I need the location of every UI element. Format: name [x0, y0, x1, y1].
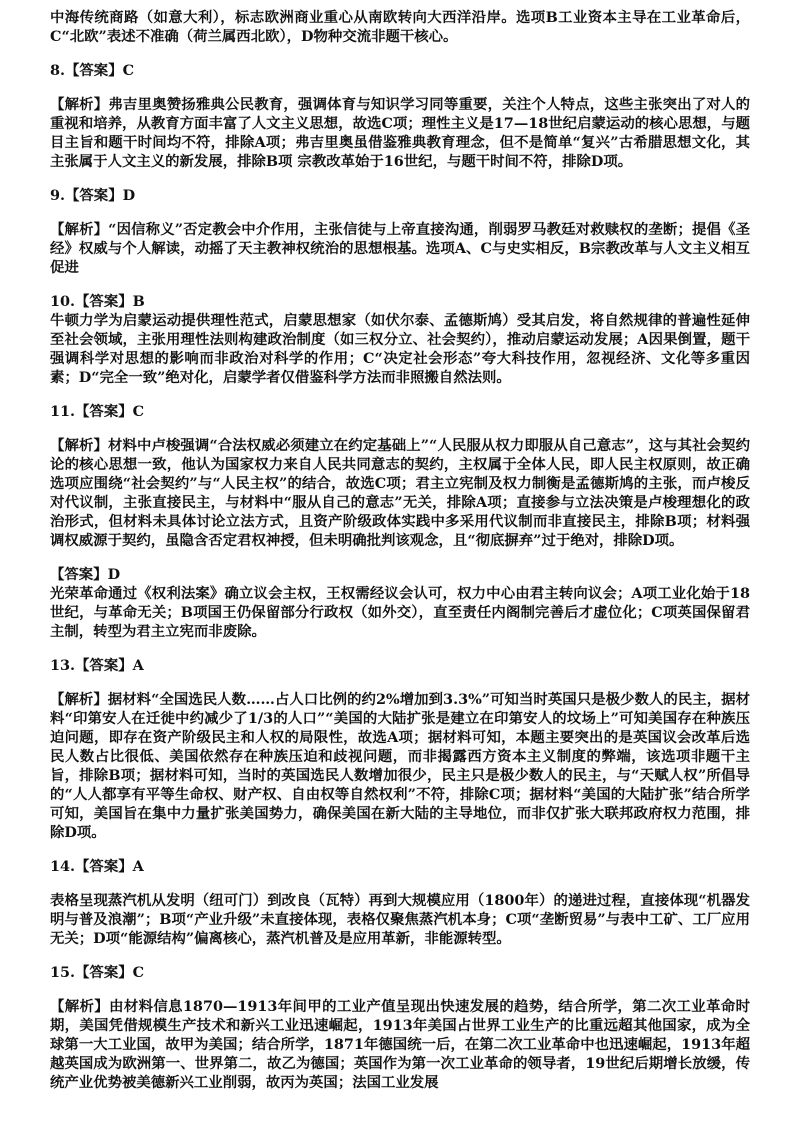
explanation-9: 【解析】“因信称义”否定教会中介作用，主张信徒与上帝直接沟通，削弱罗马教廷对救赎权的垄断；提倡《圣经》权威与个人解读，动摇了天主教神权统治的思想根基。选项A、C与史实相反，B宗教改革与人文主义相互促进	[50, 221, 750, 276]
intro-text: 中海传统商路（如意大利），标志欧洲商业重心从南欧转向大西洋沿岸。选项B工业资本主导在工业革命后，C“北欧”表述不准确（荷兰属西北欧），D物种交流非题干核心。	[50, 9, 750, 45]
answer-11-heading: 11.【答案】C	[50, 403, 145, 420]
answer-14-heading: 14.【答案】A	[50, 858, 144, 875]
explanation-8: 【解析】弗吉里奥赞扬雅典公民教育，强调体育与知识学习同等重要，关注个人特点，这些主张突出了对人的重视和培养，从教育方面丰富了人文主义思想，故选C项；理性主义是17—18世纪启蒙运动的核心思想，与题目主旨和题干时间均不符，排除A项；弗吉里奥虽借鉴雅典教育理念，但不是简单“复兴”古希腊思想文化，其主张属于人文主义的新发展，排除B项 宗教改革始于16世纪，与题干时间不符，排除D项。	[50, 96, 750, 170]
explanation-13: 【解析】据材料“全国选民人数……占人口比例的约2%增加到3.3%”可知当时英国只是极少数人的民主，据材料“印第安人在迁徙中约减少了1/3的人口”“美国的大陆扩张是建立在印第安人的坟场上”可知美国存在种族压迫问题，即存在资产阶级民主和人权的局限性，故选A项；据材料可知，本题主要突出的是英国议会改革后选民人数占比很低、美国依然存在种族压迫和歧视问题，而非揭露西方资本主义制度的弊端，该选项非题干主旨，排除B项；据材料可知，当时的英国选民人数增加很少，民主只是极少数人的民主，与“天赋人权”所倡导的“人人都享有平等生命权、财产权、自由权等自然权利”不符，排除C项；据材料“美国的大陆扩张”结合所学可知，美国旨在集中力量扩张美国势力，确保美国在新大陆的主导地位，而非仅扩张大联邦政府权力范围，排除D项。	[50, 691, 750, 841]
answer-15-heading: 15.【答案】C	[50, 964, 145, 981]
intro-paragraph	[50, 8, 750, 46]
explanation-15: 【解析】由材料信息1870—1913年间甲的工业产值呈现出快速发展的趋势，结合所学，第二次工业革命时期，美国凭借规模生产技术和新兴工业迅速崛起，1913年美国占世界工业生产的比重远超其他国家，成为全球第一大工业国，故甲为美国；结合所学，1871年德国统一后，在第二次工业革命中也迅速崛起，1913年超越英国成为欧洲第一、世界第二，故乙为德国；英国作为第一次工业革命的领导者，19世纪后期增长放缓，传统产业优势被美德新兴工业削弱，故丙为英国；法国工业发展	[50, 998, 750, 1091]
answer-12-heading: 【答案】D	[50, 566, 121, 583]
explanation-12: 光荣革命通过《权利法案》确立议会主权，王权需经议会认可，权力中心由君主转向议会；A项工业化始于18世纪，与革命无关；B项国王仍保留部分行政权（如外交），直至责任内阁制完善后才虚位化；C项英国保留君主制，转型为君主立宪而非废除。	[50, 585, 750, 640]
answer-13-heading: 13.【答案】A	[50, 657, 144, 674]
answer-8-heading: 8.【答案】C	[50, 62, 135, 79]
explanation-10: 牛顿力学为启蒙运动提供理性范式，启蒙思想家（如伏尔泰、孟德斯鸠）受其启发，将自然规律的普遍性延伸至社会领域，主张用理性法则构建政治制度（如三权分立、社会契约），推动启蒙运动发展；A因果倒置，题干强调科学对思想的影响而非政治对科学的作用；C“决定社会形态”夸大科技作用，忽视经济、文化等多重因素；D“完全一致”绝对化，启蒙学者仅借鉴科学方法而非照搬自然法则。	[50, 312, 750, 386]
document-page	[50, 8, 750, 1107]
answer-9-heading: 9.【答案】D	[50, 187, 136, 204]
explanation-11: 【解析】材料中卢梭强调“合法权威必须建立在约定基础上”“人民服从权力即服从自己意志”，这与其社会契约论的核心思想一致，他认为国家权力来自人民共同意志的契约，主权属于全体人民，即人民主权原则，故正确选项应围绕“社会契约”与“人民主权”的结合，故选C项；君主立宪制及权力制衡是孟德斯鸠的主张，而卢梭反对代议制，主张直接民主，与材料中“服从自己的意志”无关，排除A项；直接参与立法决策是卢梭理想化的政治形式，但材料未具体讨论立法方式，且资产阶级政体实践中多采用代议制而非直接民主，排除B项；材料强调权威源于契约，虽隐含否定君权神授，但未明确批判该观念，且“彻底摒弃”过于绝对，排除D项。	[50, 437, 750, 549]
answer-10-heading: 10.【答案】B	[50, 293, 145, 310]
explanation-14: 表格呈现蒸汽机从发明（纽可门）到改良（瓦特）再到大规模应用（1800年）的递进过程，直接体现“机器发明与普及浪潮”；B项“产业升级”未直接体现，表格仅聚焦蒸汽机本身；C项“垄断贸易”与表中工矿、工厂应用无关；D项“能源结构”偏离核心，蒸汽机普及是应用革新，非能源转型。	[50, 892, 750, 947]
